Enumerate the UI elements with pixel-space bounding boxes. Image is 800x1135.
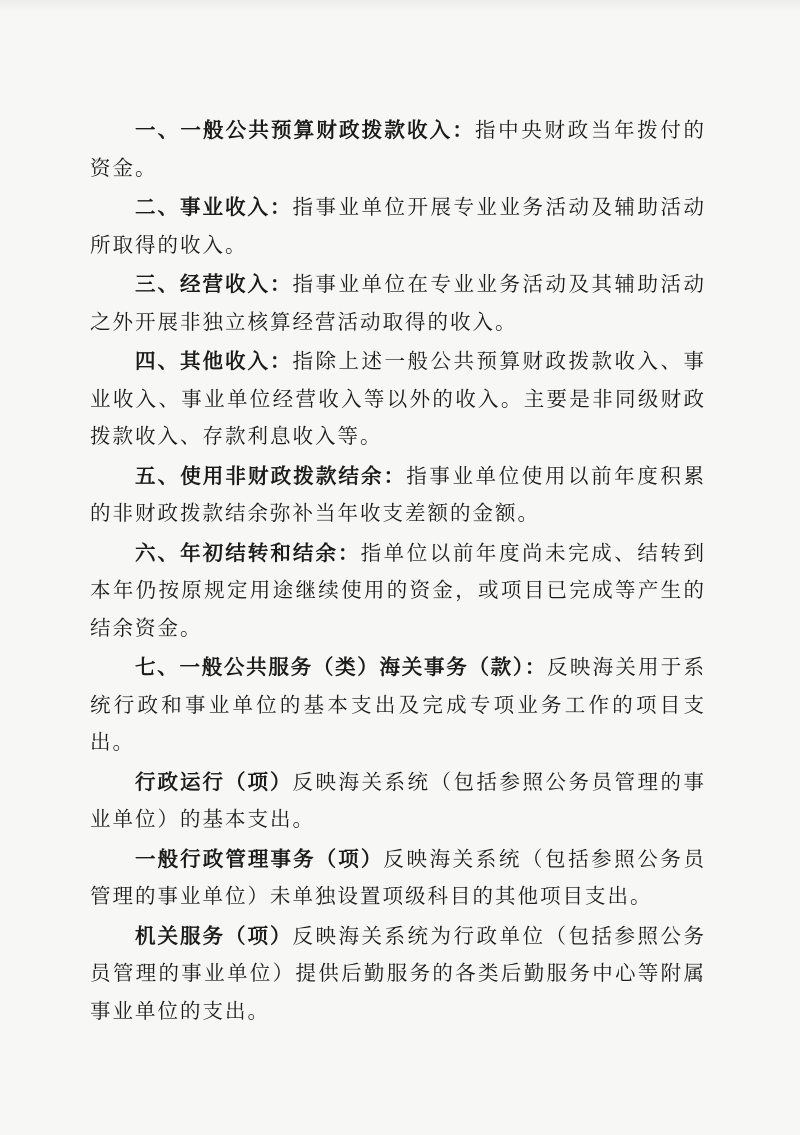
- term-heading: 一、一般公共预算财政拨款收入：: [135, 118, 475, 142]
- paragraph-general-budget-income: [90, 112, 706, 187]
- term-heading: 机关服务（项）: [135, 923, 293, 948]
- paragraph-institutional-services: [90, 918, 706, 1031]
- term-definition: 指事业单位使用以前年度积累的非财政拨款结余弥补当年收支差额的金额。: [90, 463, 706, 525]
- document-body: [90, 112, 706, 1030]
- term-heading: 五、使用非财政拨款结余：: [135, 463, 407, 488]
- term-definition: 反映海关用于系统行政和事业单位的基本支出及完成专项业务工作的项目支出。: [90, 655, 707, 754]
- term-heading: 三、经营收入：: [135, 272, 293, 296]
- term-definition: 反映海关系统（包括参照公务员管理的事业单位）的基本支出。: [90, 769, 706, 831]
- term-definition: 指事业单位在专业业务活动及其辅助活动之外开展非独立核算经营活动取得的收入。: [90, 272, 706, 334]
- paragraph-business-income: [90, 189, 706, 264]
- paragraph-carryover-balance: [90, 535, 706, 648]
- paragraph-general-administration: [90, 841, 706, 916]
- paragraph-other-income: [90, 343, 706, 456]
- paragraph-operating-income: [90, 266, 706, 341]
- term-definition: 指除上述一般公共预算财政拨款收入、事业收入、事业单位经营收入等以外的收入。主要是非同级财政拨款收入、存款利息收入等。: [90, 349, 706, 448]
- term-heading: 七、一般公共服务（类）海关事务（款）：: [135, 655, 548, 679]
- term-heading: 六、年初结转和结余：: [135, 540, 361, 565]
- term-definition: 反映海关系统为行政单位（包括参照公务员管理的事业单位）提供后勤服务的各类后勤服务中心等附属事业单位的支出。: [90, 923, 706, 1023]
- term-definition: 指单位以前年度尚未完成、结转到本年仍按原规定用途继续使用的资金，或项目已完成等产生的结余资金。: [90, 540, 706, 640]
- term-definition: 反映海关系统（包括参照公务员管理的事业单位）未单独设置项级科目的其他项目支出。: [90, 846, 707, 908]
- term-heading: 二、事业收入：: [135, 195, 293, 219]
- term-heading: 一般行政管理事务（项）: [135, 846, 384, 871]
- paragraph-administrative-operation: [90, 764, 706, 839]
- term-definition: 指中央财政当年拨付的资金。: [90, 118, 706, 180]
- paragraph-customs-affairs: [90, 649, 706, 762]
- page-edge-shadow: [0, 0, 800, 12]
- term-definition: 指事业单位开展专业业务活动及辅助活动所取得的收入。: [90, 195, 706, 257]
- term-heading: 行政运行（项）: [135, 769, 293, 794]
- paragraph-non-fiscal-surplus: [90, 458, 706, 533]
- term-heading: 四、其他收入：: [135, 349, 293, 373]
